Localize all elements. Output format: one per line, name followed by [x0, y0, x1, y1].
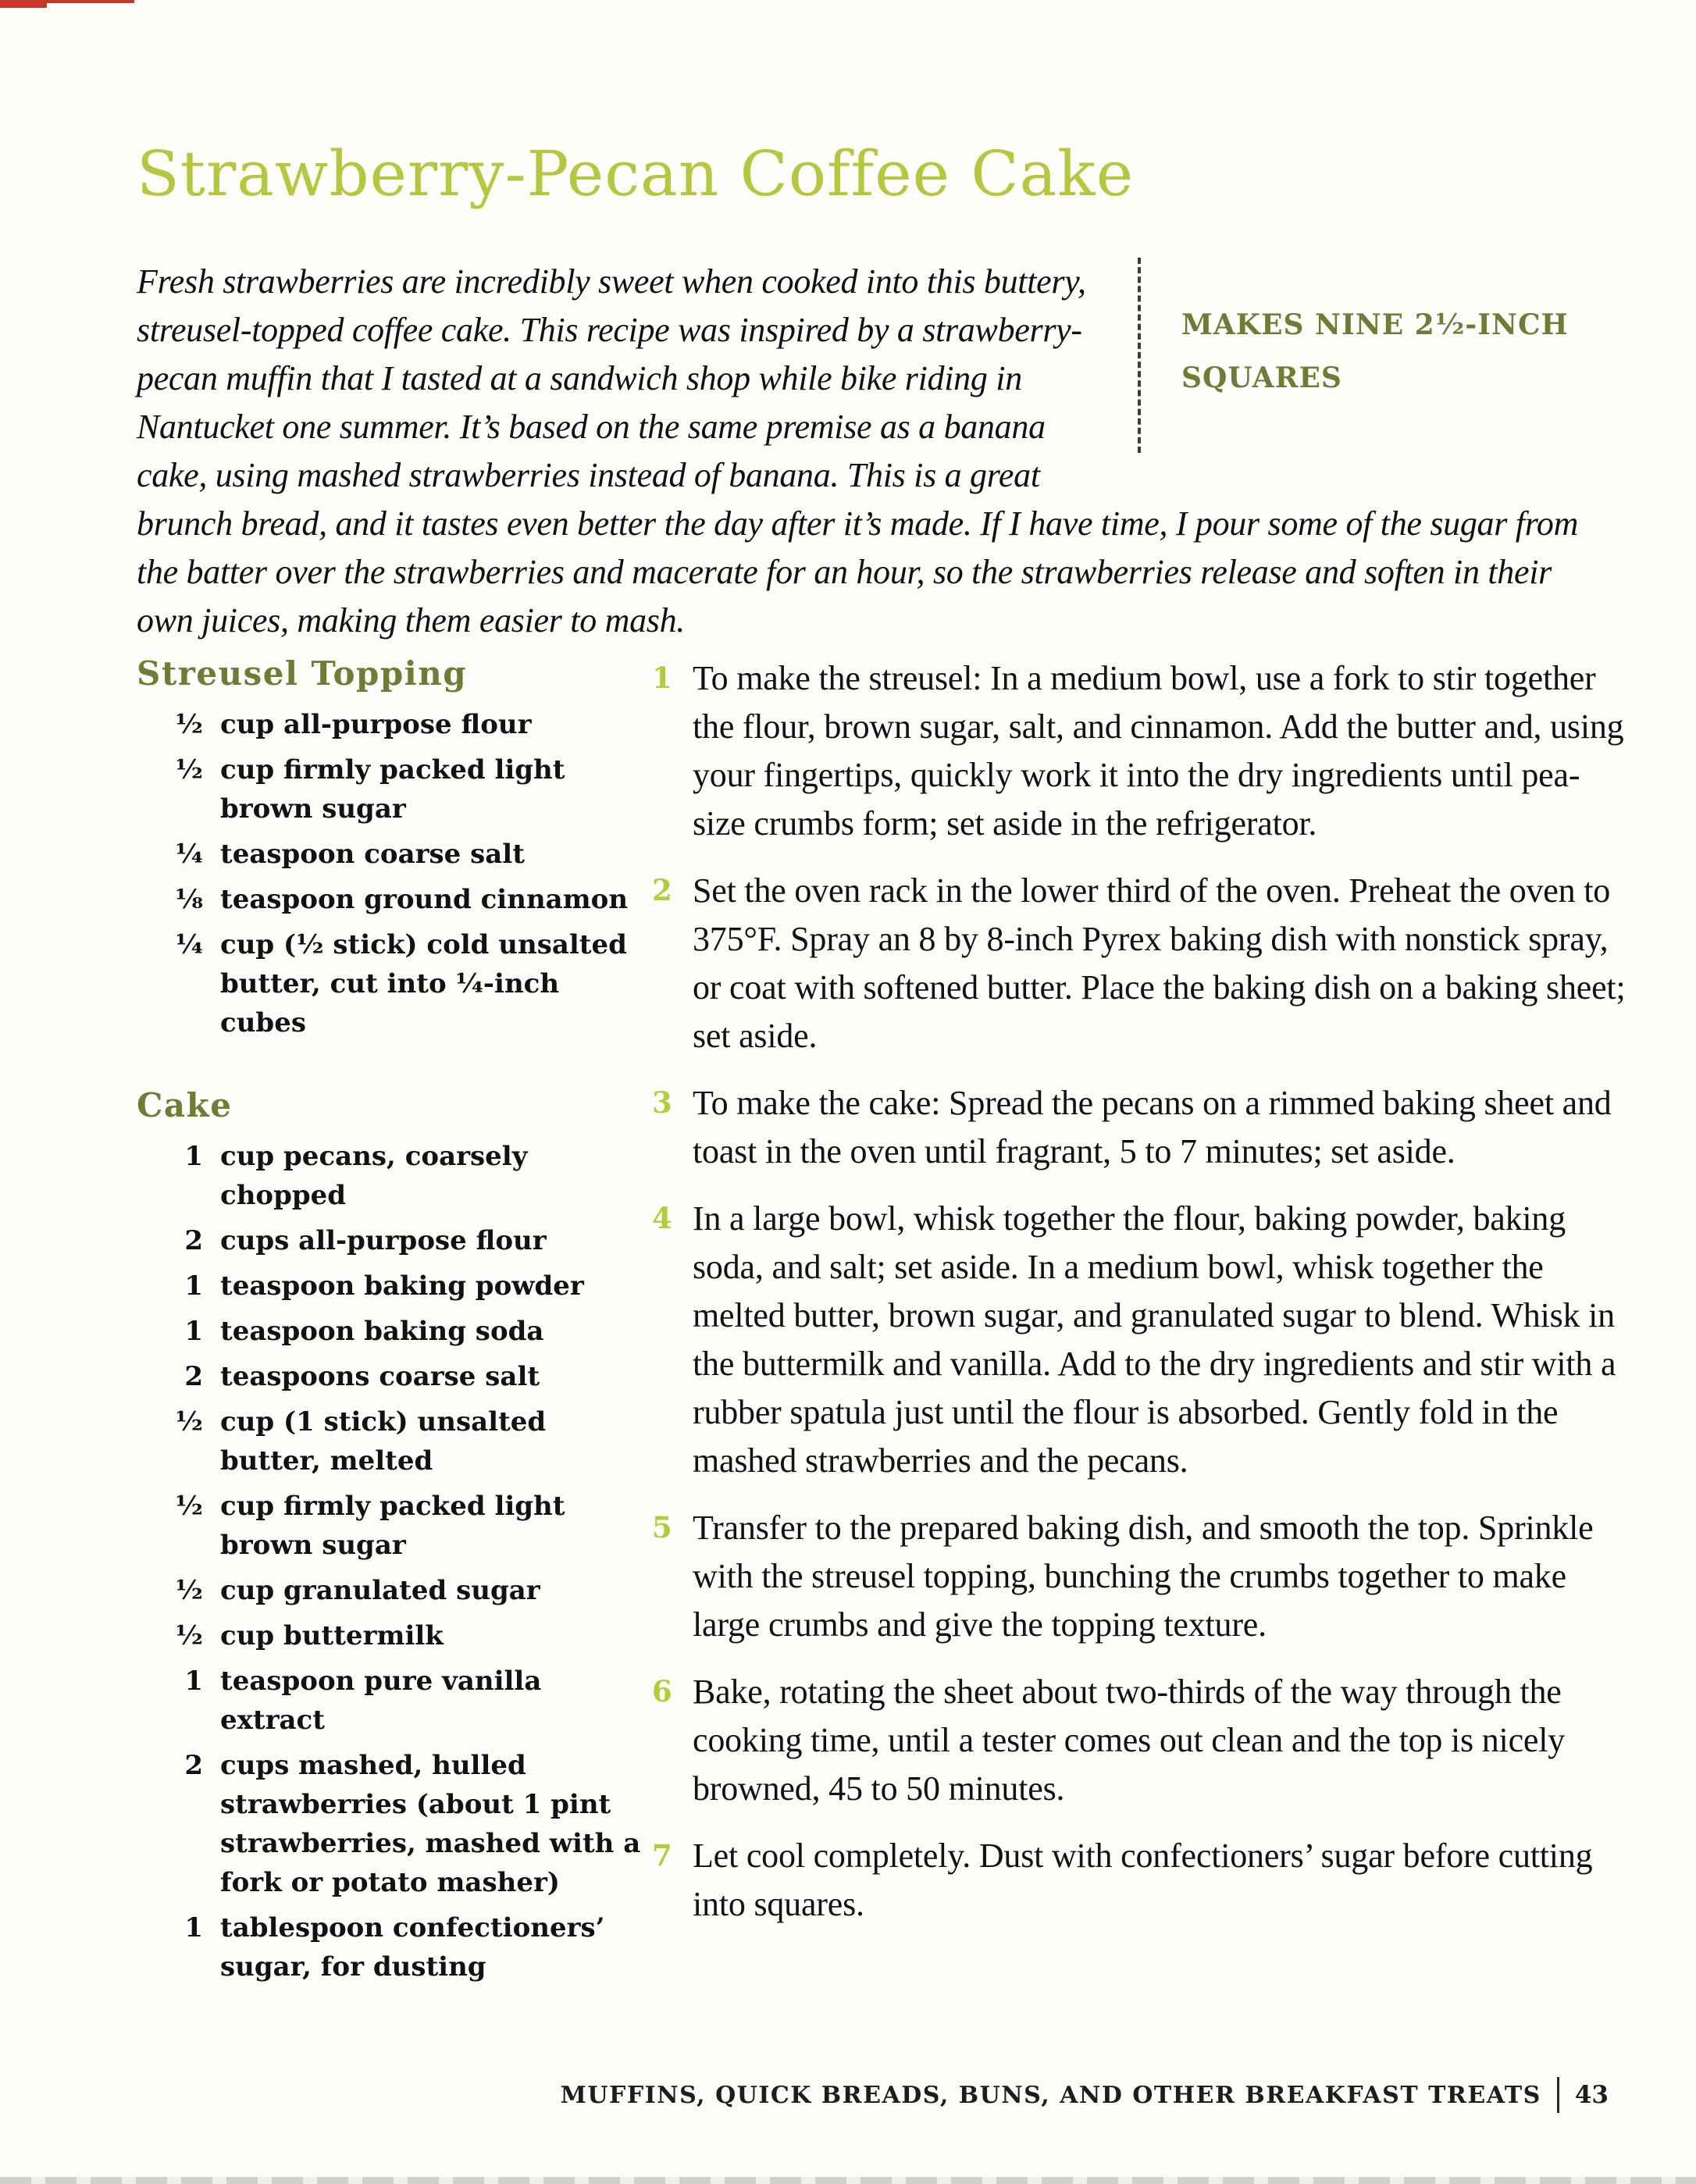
section-heading: Streusel Topping: [137, 654, 468, 693]
scan-artifact-red-mark-corner: [0, 0, 47, 8]
step-text: In a large bowl, whisk together the flour, baking powder, baking soda, and salt; set aside. In a medium bowl, whisk together the melted butter, brown sugar, and granulated sugar to blend. Whisk in the buttermilk and vanilla. Add to the dry ingredients and stir with a rubber spatula just until the flour is absorbed. Gently fold in the mashed strawberries and the pecans.: [693, 1199, 1616, 1480]
yield-callout: [1138, 258, 1594, 453]
ingredient-text: teaspoon pure vanilla extract: [220, 1665, 542, 1736]
ingredient-text: teaspoon ground cinnamon: [220, 883, 629, 915]
step-text: Bake, rotating the sheet about two-thirds of the way through the cooking time, until a tester comes out clean and the top is nicely browned, 45 to 50 minutes.: [693, 1672, 1566, 1808]
recipe-intro: [137, 258, 1594, 645]
ingredient-text: cup firmly packed light brown sugar: [220, 754, 565, 825]
step-text: To make the cake: Spread the pecans on a rimmed baking sheet and toast in the oven until fragrant, 5 to 7 minutes; set aside.: [693, 1083, 1612, 1170]
ingredient-quantity: ½: [175, 754, 203, 786]
ingredient-item: [137, 750, 652, 828]
step-text: Set the oven rack in the lower third of the oven. Preheat the oven to 375°F. Spray an 8 by 8-inch Pyrex baking dish with nonstick spray, or coat with softened butter. Place the baking dish on a baking sheet; set aside.: [693, 871, 1626, 1055]
step-item: [652, 867, 1630, 1060]
ingredient-text: tablespoon confectioners’ sugar, for dusting: [220, 1911, 605, 1983]
ingredient-text: teaspoon baking soda: [220, 1315, 544, 1347]
ingredient-item: [137, 1402, 652, 1480]
step-text: Transfer to the prepared baking dish, and smooth the top. Sprinkle with the streusel topping, bunching the crumbs together to make large crumbs and give the topping texture.: [693, 1508, 1594, 1644]
step-number: 3: [652, 1085, 672, 1120]
ingredient-text: teaspoon baking powder: [220, 1270, 584, 1302]
ingredient-item: [137, 1662, 652, 1740]
ingredient-quantity: 1: [184, 1665, 203, 1697]
section-heading: Cake: [137, 1085, 233, 1124]
ingredient-quantity: 2: [184, 1360, 203, 1392]
step-item: [652, 654, 1630, 848]
steps-column: [652, 654, 1630, 1993]
ingredient-item: [137, 1137, 652, 1215]
ingredient-text: cups mashed, hulled strawberries (about 1 pint strawberries, mashed with a fork or potato masher): [220, 1749, 641, 1898]
step-number: 1: [652, 660, 672, 695]
recipe-body: [137, 654, 1630, 1993]
ingredient-item: [137, 1221, 652, 1260]
ingredient-quantity: 2: [184, 1224, 203, 1256]
step-item: [652, 1832, 1630, 1929]
ingredient-item: [137, 1746, 652, 1902]
ingredient-item: [137, 925, 652, 1042]
footer-section-title: MUFFINS, QUICK BREADS, BUNS, AND OTHER BREAKFAST TREATS: [560, 2081, 1541, 2109]
ingredient-item: [137, 835, 652, 874]
ingredient-quantity: ½: [175, 1574, 203, 1606]
ingredient-item: [137, 1267, 652, 1306]
ingredient-text: cup pecans, coarsely chopped: [220, 1140, 528, 1211]
ingredient-text: cup (½ stick) cold unsalted butter, cut into ¼-inch cubes: [220, 928, 627, 1039]
ingredient-quantity: 1: [184, 1315, 203, 1347]
step-item: [652, 1079, 1630, 1176]
ingredient-list: [137, 1137, 652, 1986]
step-number: 2: [652, 872, 672, 907]
ingredient-section: [137, 654, 652, 1042]
step-text: To make the streusel: In a medium bowl, use a fork to stir together the flour, brown sugar, salt, and cinnamon. Add the butter and, using your fingertips, quickly work it into the dry ingredients until pea-size crumbs form; set aside in the refrigerator.: [693, 658, 1624, 843]
ingredients-column: [137, 654, 652, 1993]
ingredient-text: cup all-purpose flour: [220, 708, 532, 740]
ingredient-quantity: 1: [184, 1911, 203, 1944]
ingredient-item: [137, 880, 652, 919]
ingredient-item: [137, 705, 652, 744]
ingredient-item: [137, 1312, 652, 1351]
ingredient-quantity: ½: [175, 1406, 203, 1438]
step-text: Let cool completely. Dust with confectioners’ sugar before cutting into squares.: [693, 1836, 1593, 1923]
yield-line-2: SQUARES: [1181, 361, 1342, 394]
page-footer: [561, 2077, 1609, 2113]
recipe-title: Strawberry-Pecan Coffee Cake: [137, 137, 1135, 210]
ingredient-section: [137, 1086, 652, 1986]
ingredient-text: cups all-purpose flour: [220, 1224, 547, 1256]
ingredient-quantity: ½: [175, 708, 203, 740]
ingredient-list: [137, 705, 652, 1042]
ingredient-item: [137, 1571, 652, 1610]
ingredient-item: [137, 1616, 652, 1655]
ingredient-text: teaspoon coarse salt: [220, 838, 525, 870]
step-item: [652, 1668, 1630, 1813]
ingredient-text: cup buttermilk: [220, 1619, 444, 1651]
step-item: [652, 1504, 1630, 1649]
ingredient-item: [137, 1487, 652, 1565]
ingredient-quantity: ½: [175, 1490, 203, 1522]
ingredient-item: [137, 1357, 652, 1396]
ingredient-quantity: ⅛: [175, 883, 203, 915]
ingredient-text: teaspoons coarse salt: [220, 1360, 540, 1392]
ingredient-quantity: ¼: [175, 928, 203, 960]
footer-divider: [1557, 2077, 1559, 2113]
ingredient-quantity: ¼: [175, 838, 203, 870]
ingredient-quantity: ½: [175, 1619, 203, 1651]
ingredient-quantity: 2: [184, 1749, 203, 1781]
scan-artifact-bottom-edge: [0, 2177, 1696, 2184]
ingredient-item: [137, 1908, 652, 1986]
ingredient-quantity: 1: [184, 1270, 203, 1302]
recipe-intro-text: Fresh strawberries are incredibly sweet when cooked into this buttery, streusel-topped coffee cake. This recipe was inspired by a strawberry-pecan muffin that I tasted at a sandwich shop while bike riding in Nantucket one summer. It’s based on the same premise as a banana cake, using mashed strawberries instead of banana. This is a great brunch bread, and it tastes even better the day after it’s made. If I have time, I pour some of the sugar from the batter over the strawberries and macerate for an hour, so the strawberries release and soften in their own juices, making them easier to mash.: [137, 262, 1579, 640]
page-number: 43: [1574, 2081, 1609, 2109]
ingredient-text: cup granulated sugar: [220, 1574, 540, 1606]
step-number: 5: [652, 1509, 672, 1544]
ingredient-quantity: 1: [184, 1140, 203, 1172]
yield-line-1: MAKES NINE 2½-INCH: [1181, 308, 1569, 341]
ingredient-text: cup firmly packed light brown sugar: [220, 1490, 565, 1561]
step-number: 7: [652, 1837, 672, 1872]
ingredient-text: cup (1 stick) unsalted butter, melted: [220, 1406, 547, 1477]
step-number: 4: [652, 1200, 672, 1235]
step-item: [652, 1195, 1630, 1485]
step-number: 6: [652, 1673, 672, 1708]
